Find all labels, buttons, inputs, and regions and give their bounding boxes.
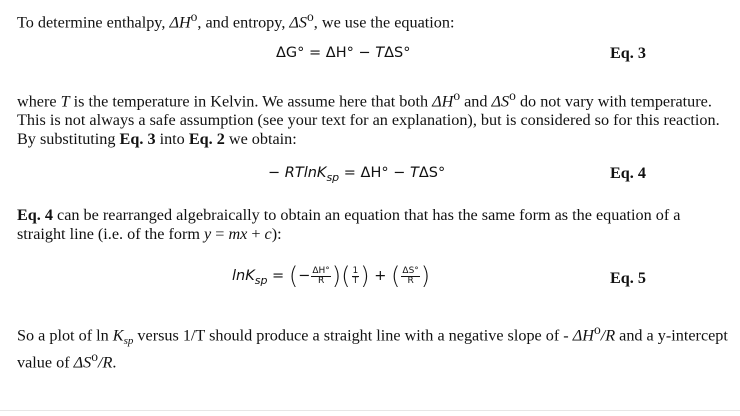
temperature-symbol: T <box>60 92 70 111</box>
eq5-lnk: lnK <box>232 268 255 284</box>
equation-5 <box>232 264 430 288</box>
eq4-reference: Eq. 4 <box>17 206 53 224</box>
var-y: y <box>204 225 212 243</box>
equation-4-row <box>0 164 740 188</box>
equals-sign: = <box>211 225 229 243</box>
eq4-rhs: ΔS° <box>418 165 446 181</box>
eq5-plus: + <box>369 268 392 284</box>
eq5-fraction-dh-r <box>311 267 330 286</box>
rearrange-paragraph <box>17 206 729 244</box>
eq5-fraction-ds-r <box>401 267 419 286</box>
delta-h-symbol: ΔH <box>432 92 454 111</box>
eq3-lhs: ΔG° = ΔH° − <box>276 45 376 61</box>
plus-sign: + <box>247 225 265 243</box>
degree-mark: o <box>307 9 314 24</box>
eq3-reference: Eq. 3 <box>119 130 156 149</box>
degree-mark: o <box>91 349 98 365</box>
paragraph-text: . <box>112 353 117 372</box>
eq5-subscript: sp <box>254 274 268 287</box>
k-symbol: K <box>112 326 124 345</box>
eq5-denominator: R <box>317 275 325 286</box>
intro-text: , we use the equation: <box>313 13 455 32</box>
eq4-subscript: sp <box>326 171 340 184</box>
equation-3-row <box>0 44 740 68</box>
degree-mark: o <box>453 88 461 103</box>
eq5-minus: − <box>298 268 311 284</box>
eq5-numerator: 1 <box>352 265 359 276</box>
paragraph-text: ): <box>271 225 282 243</box>
delta-s-symbol: ΔS <box>491 92 510 111</box>
where-paragraph <box>17 86 729 149</box>
delta-h-symbol: ΔH <box>169 13 191 32</box>
paragraph-text: and a y-intercept value of <box>17 326 728 372</box>
degree-mark: o <box>593 322 601 337</box>
over-r: /R <box>98 353 113 372</box>
equation-3 <box>276 44 410 63</box>
eq3-temperature: T <box>375 45 385 61</box>
paragraph-text: we obtain: <box>224 130 297 149</box>
eq3-rhs: ΔS° <box>384 45 411 61</box>
paragraph-text: where <box>17 92 61 111</box>
degree-mark: o <box>509 88 516 103</box>
intro-paragraph <box>17 7 729 32</box>
eq4-temperature: T <box>409 165 419 181</box>
eq5-fraction-1-t <box>352 267 360 286</box>
delta-h-symbol: ΔH <box>572 326 594 345</box>
page-divider <box>0 410 740 411</box>
equation-4 <box>268 164 445 183</box>
paragraph-text: do not vary with temperature. This is not always a safe assumption (see your text for an explanation), but is considered so for this reaction. By substituting <box>17 92 720 149</box>
eq5-denominator: R <box>407 275 414 286</box>
eq4-minus: − <box>268 165 285 181</box>
paragraph-text: is the temperature in Kelvin. We assume here that both <box>69 92 433 111</box>
paragraph-text: and <box>460 92 492 111</box>
eq5-open-paren: ( <box>341 262 351 290</box>
var-c: c <box>264 225 272 243</box>
delta-s-symbol: ΔS <box>289 13 308 32</box>
paragraph-text: into <box>155 130 189 149</box>
over-r: /R <box>600 326 616 345</box>
equation-5-label: Eq. 5 <box>610 269 646 287</box>
eq5-equals: = <box>267 268 289 284</box>
eq5-open-paren: ( <box>288 262 299 290</box>
eq5-open-paren: ( <box>391 262 401 290</box>
delta-s-symbol: ΔS <box>73 353 92 372</box>
eq4-middle: = ΔH° − <box>339 165 410 181</box>
paragraph-text: So a plot of ln <box>17 326 113 345</box>
intro-text: To determine enthalpy, <box>17 13 170 32</box>
paragraph-text: can be rearranged algebraically to obtain an equation that has the same form as the equation of a straight line (i.e. of the form <box>17 206 681 243</box>
eq5-close-paren: ) <box>360 262 370 290</box>
equation-3-label: Eq. 3 <box>610 44 646 62</box>
eq5-numerator: ΔS° <box>402 265 419 276</box>
conclusion-paragraph <box>17 320 729 373</box>
eq5-close-paren: ) <box>331 262 342 290</box>
eq5-numerator: ΔH° <box>312 265 330 276</box>
equation-5-row <box>0 262 740 296</box>
degree-mark: o <box>190 9 198 24</box>
eq4-rtlnk: RTlnK <box>284 165 327 181</box>
equation-4-label: Eq. 4 <box>610 164 646 182</box>
ksp-subscript: sp <box>123 335 134 348</box>
intro-text: , and entropy, <box>197 13 290 32</box>
eq5-close-paren: ) <box>420 262 431 290</box>
eq2-reference: Eq. 2 <box>188 130 225 149</box>
paragraph-text: versus 1/T should produce a straight line with a negative slope of - <box>133 326 573 345</box>
var-mx: mx <box>228 225 248 243</box>
eq5-denominator: T <box>352 275 359 286</box>
